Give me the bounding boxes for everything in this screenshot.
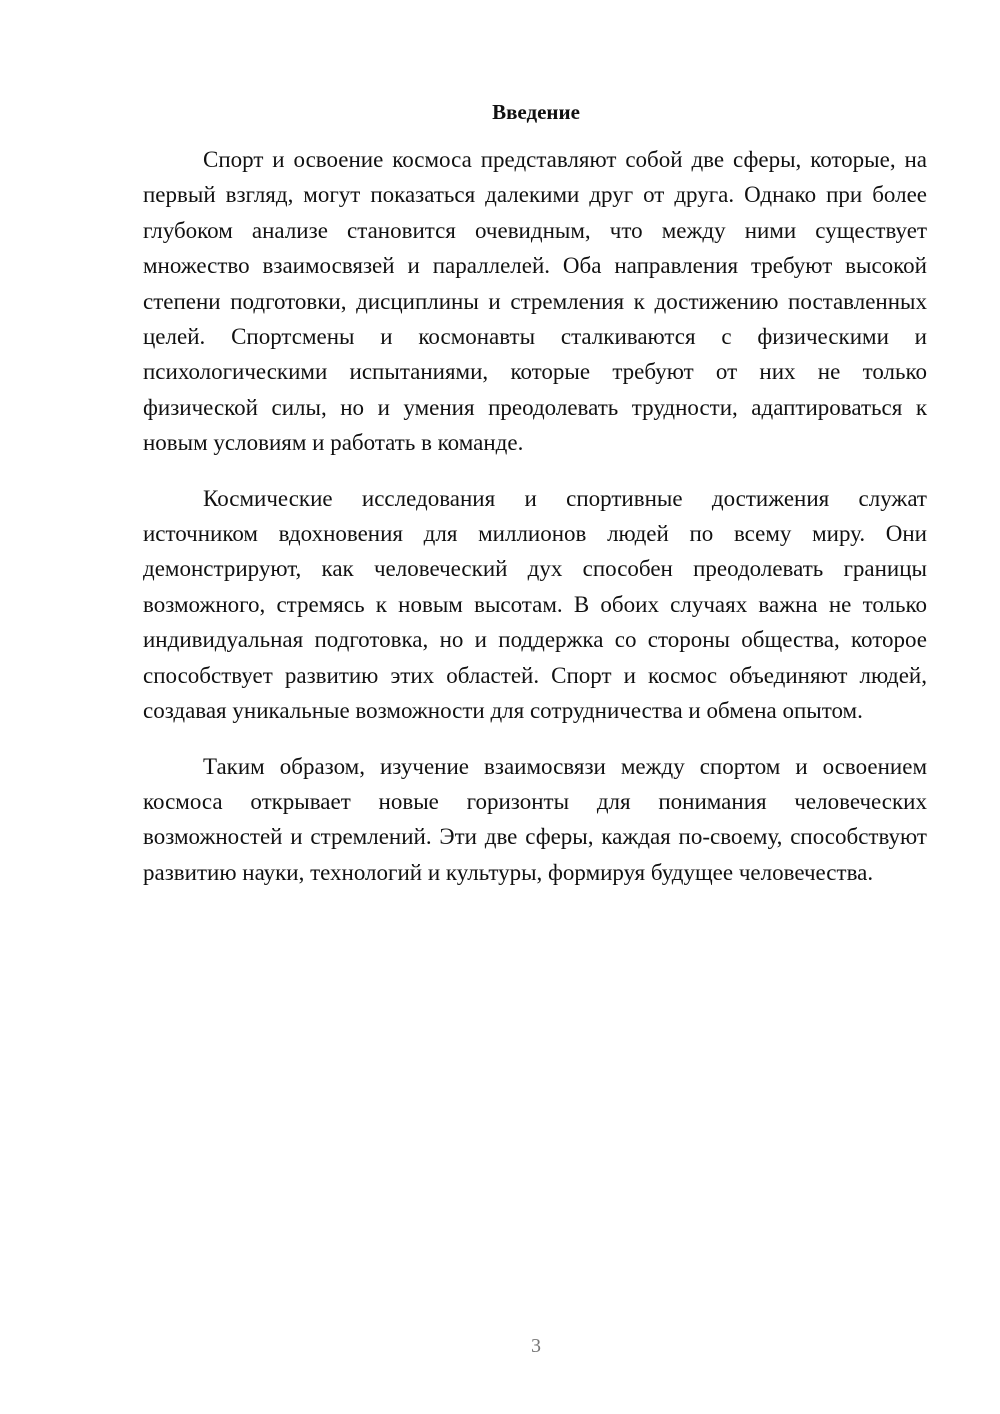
paragraph-3: Таким образом, изучение взаимосвязи между спортом и освоением космоса открывает новые горизонты для понимания человеческих возможностей и стремлений. Эти две сферы, каждая по-своему, способствуют развитию науки, технологий и культуры, формируя будущее человечества. <box>143 753 927 885</box>
body-text <box>143 142 927 910</box>
section-heading: Введение <box>492 100 580 124</box>
page-number: 3 <box>531 1335 541 1357</box>
paragraph-1: Спорт и освоение космоса представляют собой две сферы, которые, на первый взгляд, могут показаться далекими друг от друга. Однако при более глубоком анализе становится очевидным, что между ними существует множество взаимосвязей и параллелей. Оба направления требуют высокой степени подготовки, дисциплины и стремления к достижению поставленных целей. Спортсмены и космонавты сталкиваются с физическими и психологическими испытаниями, которые требуют от них не только физической силы, но и умения преодолевать трудности, адаптироваться к новым условиям и работать в команде. <box>143 147 927 456</box>
paragraph-2: Космические исследования и спортивные достижения служат источником вдохновения для миллионов людей по всему миру. Они демонстрируют, как человеческий дух способен преодолевать границы возможного, стремясь к новым высотам. В обоих случаях важна не только индивидуальная подготовка, но и поддержка со стороны общества, которое способствует развитию этих областей. Спорт и космос объединяют людей, создавая уникальные возможности для сотрудничества и обмена опытом. <box>143 485 927 724</box>
